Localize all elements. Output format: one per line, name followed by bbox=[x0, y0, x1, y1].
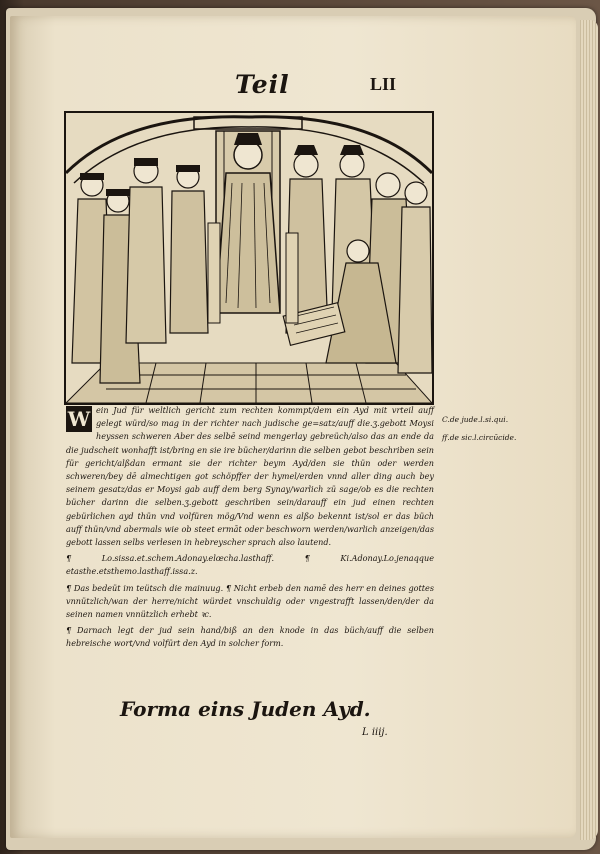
decorated-initial: W bbox=[67, 407, 91, 431]
woodcut-illustration bbox=[64, 111, 434, 405]
running-title: Teil bbox=[235, 70, 290, 99]
signature-mark: L iiij. bbox=[362, 727, 388, 738]
paragraph-hebrew: ¶ Lo.sissa.et.schem.Adonay.elœcha.lasthaff. ¶ Ki.Adonay.Lo.jenaqque etasthe.etsthemo.lasthaff.issa.z. bbox=[66, 553, 434, 577]
section-title: Forma eins Juden Ayd. bbox=[120, 697, 371, 721]
margin-note-1: C.de jude.l.si.qui. bbox=[442, 415, 509, 424]
paragraph-translation: ¶ Das bedeüt im teütsch die mainuug. ¶ Nicht erbeb den namē des herr en deines gottes vnnützlich/wan der herre/nicht würdet vnschuldig oder vngestrafft lassen/den/der da seinen namen vnnützlich erhebt ꝛc. bbox=[66, 582, 434, 620]
running-head bbox=[0, 70, 600, 100]
folio-number: LII bbox=[370, 74, 397, 94]
woodcut-drawing bbox=[66, 113, 432, 403]
margin-note-2: ff.de sic.l.circūcide. bbox=[442, 433, 517, 442]
page-edges bbox=[580, 20, 598, 840]
paragraph-oath-intro bbox=[66, 404, 434, 549]
paragraph-1-text: ein Jud für weltlich gericht zum rechten kommpt/dem ein Ayd mit vrteil auff gelegt würd/so mag in der richter nach judische ge=satz/auff die.ʒ.gebott Moysi heyssen schweren Aber des selbē seind mengerlay gebreüch/also das an ende da die judscheit wonhafft ist/bring en sie ire bücher/darinn die selben gebot beschriben sein für gericht/alßdan ermant sie der richter beym Ayd/den sie thün oder werden schweren/bey dē almechtigen got schöpffer der hymel/erden vnnd aller ding auch bey seinem gesatz/das er Moysi gab auff dem berg Synay/warlich zü sage/ob es die rechten bücher darinn die selben.ʒ.gebott geschriben sein/darauff ein jud einen rechten gebürlichen ayd thün vnd volfüren mög/Vnd wenn es alßo bekennt ist/sol er das büch auff thün/vnd abermals wie ob steet ermāt oder beschworn werden/warlich anzeigen/das gebott lassen selbs verlesen in hebreyscher sprach also lautend. bbox=[66, 405, 434, 548]
main-text bbox=[66, 404, 434, 651]
paragraph-procedure: ¶ Darnach legt der jud sein hand/biß an den knode in das büch/auff die selben hebreische wort/vnd volfürt den Ayd in solcher form. bbox=[66, 625, 434, 649]
